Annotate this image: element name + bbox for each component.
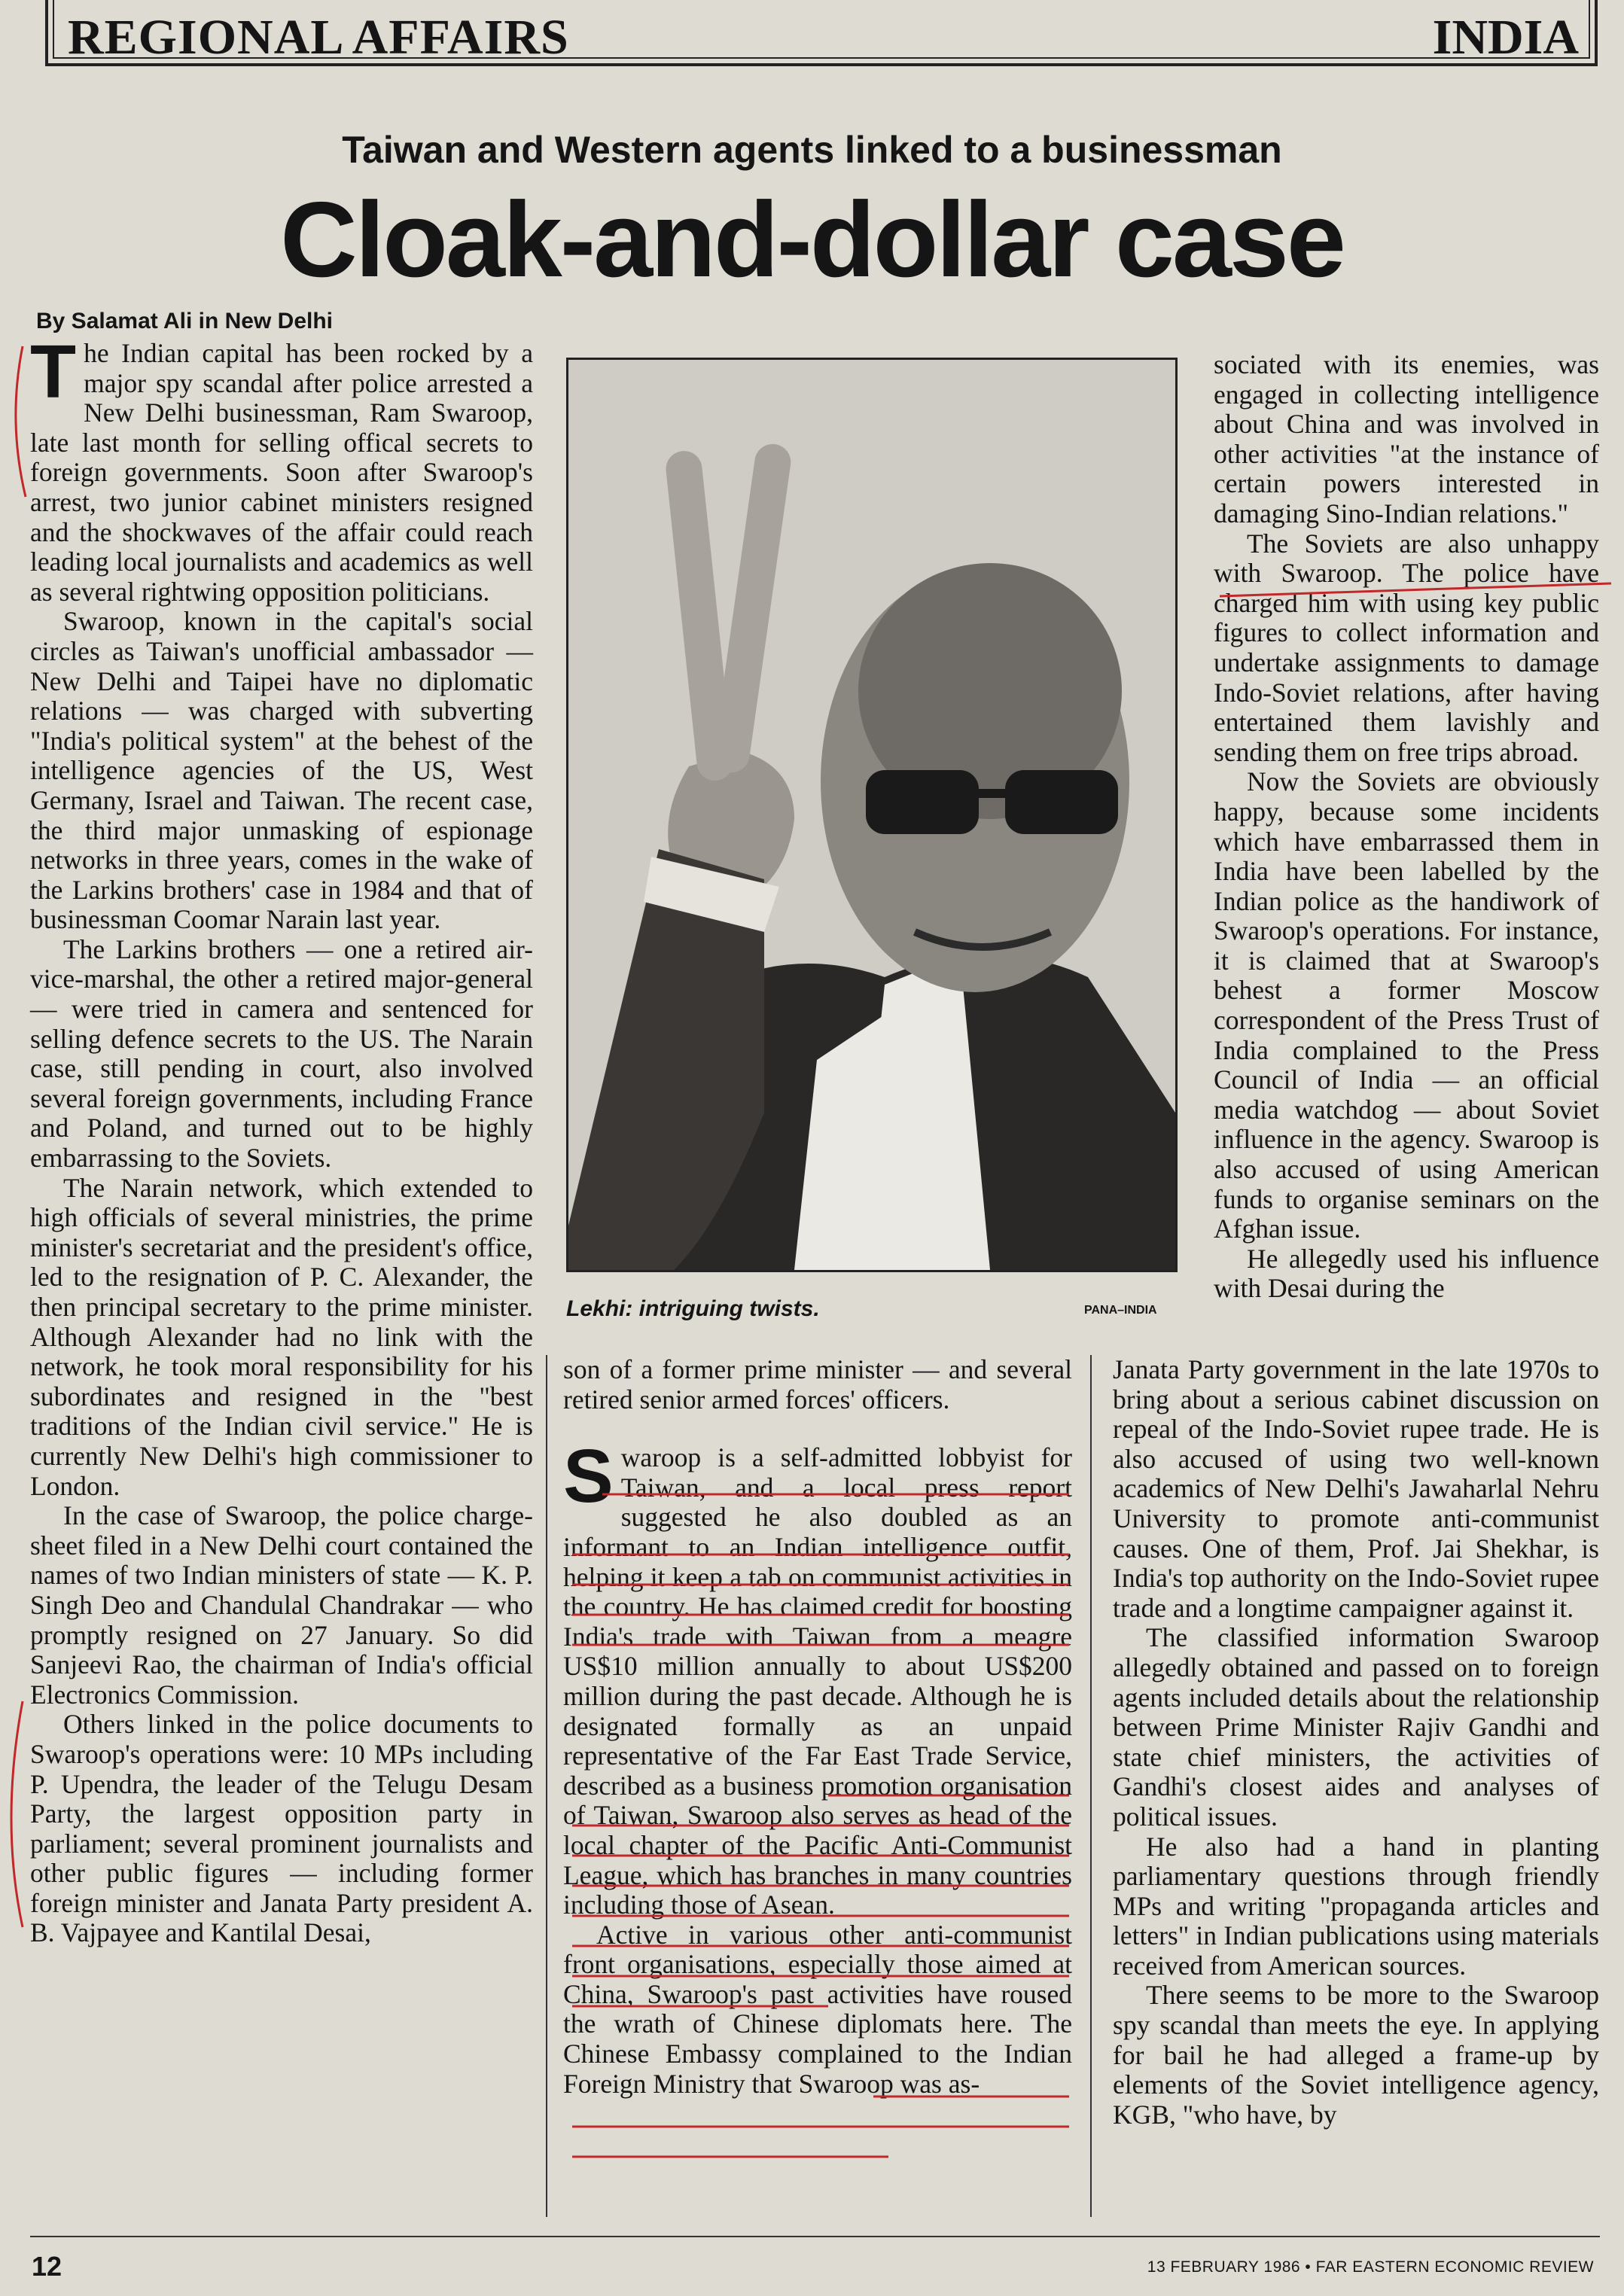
underline-mark [1220,583,1611,596]
paragraph: Active in various other anti-communist front organisations, especially those aimed at China, Swaroop's past activities have roused the wrath of Chinese diplomats here. The Chinese Embassy complained to the Indian Foreign Ministry that Swaroop was as- [563,1919,1072,2099]
photo-caption: Lekhi: intriguing twists. [566,1296,820,1321]
page-number: 12 [32,2251,62,2282]
paragraph: The classified information Swaroop allegedly obtained and passed on to foreign agents included details about the relationship between Prime Minister Rajiv Gandhi and state chief ministers, the activities of Gandhi's closest aides and analyses of political issues. [1113,1622,1599,1832]
publication-dateline: 13 FEBRUARY 1986 • FAR EASTERN ECONOMIC REVIEW [1147,2258,1594,2276]
paragraph: He also had a hand in planting parliamentary questions through friendly MPs and writing "propaganda articles and letters" in Indian publications using materials received from American sources. [1113,1831,1599,1981]
paragraph: Swaroop, known in the capital's social circles as Taiwan's unofficial ambassador — New Delhi and Taipei have no diplomatic relations — was charged with subverting "India's political system" at the behest of the intelligence agencies of the US, West Germany, Israel and Taiwan. The recent case, the third major unmasking of espionage networks in three years, comes in the wake of the Larkins brothers' case in 1984 and that of businessman Coomar Narain last year. [30,606,533,935]
article-headline: Cloak-and-dollar case [280,180,1344,300]
paragraph: son of a former prime minister — and several retired senior armed forces' officers. [563,1354,1072,1414]
drop-cap: S [563,1434,614,1519]
paragraph: He allegedly used his influence with Desai during the [1214,1243,1599,1304]
section-region: INDIA [1432,10,1579,65]
paragraph: Others linked in the police documents to Swaroop's operations were: 10 MPs including P. Upendra, the leader of the Telugu Desam Party, the largest opposition party in parliament; several prominent journalists and other public figures — including former foreign minister and Janata Party president A. B. Vajpayee and Kantilal Desai, [30,1709,533,1948]
paragraph: The Indian capital has been rocked by a major spy scandal after police arrested a New Delhi businessman, Ram Swaroop, late last month for selling offical secrets to foreign governments. Soon after Swaroop's arrest, two junior cabinet ministers resigned and the shockwaves of the affair could reach leading local journalists and academics as well as several rightwing opposition politicians. [30,330,533,607]
footer-rule [30,2236,1600,2237]
paragraph: Swaroop is a self-admitted lobbyist for Taiwan, and a local press report suggested he also doubled as an informant to an Indian intelligence outfit, helping it keep a tab on communist activities in the country. He has claimed credit for boosting India's trade with Taiwan from a meagre US$10 million annually to about US$200 million during the past decade. Although he is designated formally as an unpaid representative of the Far East Trade Service, described as a business promotion organisation of Taiwan, Swaroop also serves as head of the local chapter of the Pacific Anti-Communist League, which has branches in many countries including those of Asean. [563,1434,1072,1920]
drop-cap: T [30,330,77,414]
paragraph: The Narain network, which extended to high officials of several ministries, the prime minister's secretariat and the president's office, led to the resignation of P. C. Alexander, the then principal secretary to the prime minister. Although Alexander had no link with the network, he took moral responsibility for his subordinates and resigned in the "best traditions of the Indian civil service." He is currently New Delhi's high commissioner to London. [30,1172,533,1501]
section-title: REGIONAL AFFAIRS [68,10,569,65]
paragraph: Now the Soviets are obviously happy, because some incidents which have embarrassed them in India have been labelled by the Indian police as the handiwork of Swaroop's operations. For instance, it is claimed that at Swaroop's behest a former Moscow correspondent of the Press Trust of India complained to the Press Council of India — an official media watchdog — about Soviet influence in the agency. Swaroop is also accused of using American funds to organise seminars on the Afghan issue. [1214,766,1599,1244]
margin-bracket [16,346,26,497]
paragraph: The Larkins brothers — one a retired air-vice-marshal, the other a retired major-general — were tried in camera and sentenced for selling defence secrets to the US. The Narain case, still pending in court, also involved several foreign governments, including France and Poland, and turned out to be highly embarrassing to the Soviets. [30,933,533,1174]
paragraph: sociated with its enemies, was engaged in collecting intelligence about China and was involved in other activities "at the instance of certain powers interested in damaging Sino-Indian relations." [1214,349,1599,528]
paragraph: In the case of Swaroop, the police charge-sheet filed in a New Delhi court contained the names of two Indian ministers of state — K. P. Singh Deo and Chandulal Chandrakar — who promptly resigned on 27 January. So did Sanjeevi Rao, the chairman of India's official Electronics Commission. [30,1500,533,1710]
paragraph: The Soviets are also unhappy with Swaroop. The police have charged him with using key public figures to collect information and undertake assignments to damage Indo-Soviet relations, after having entertained them lavishly and sending them on free trips abroad. [1214,528,1599,767]
photo-credit: PANA–INDIA [1084,1304,1157,1317]
paragraph: Janata Party government in the late 1970s to bring about a serious cabinet discussion on repeal of the Indo-Soviet rupee trade. He is also accused of using two well-known academics of New Delhi's Jawaharlal Nehru University to promote anti-communist causes. One of them, Prof. Jai Shekhar, is India's top authority on the Indo-Soviet rupee trade and a longtime campaigner against it. [1113,1354,1599,1623]
article-kicker: Taiwan and Western agents linked to a businessman [342,129,1282,171]
paragraph: There seems to be more to the Swaroop spy scandal than meets the eye. In applying for bail he had alleged a frame-up by elements of the Soviet intelligence agency, KGB, "who have, by [1113,1980,1599,2130]
margin-bracket [11,1701,23,1927]
article-byline: By Salamat Ali in New Delhi [36,309,333,333]
